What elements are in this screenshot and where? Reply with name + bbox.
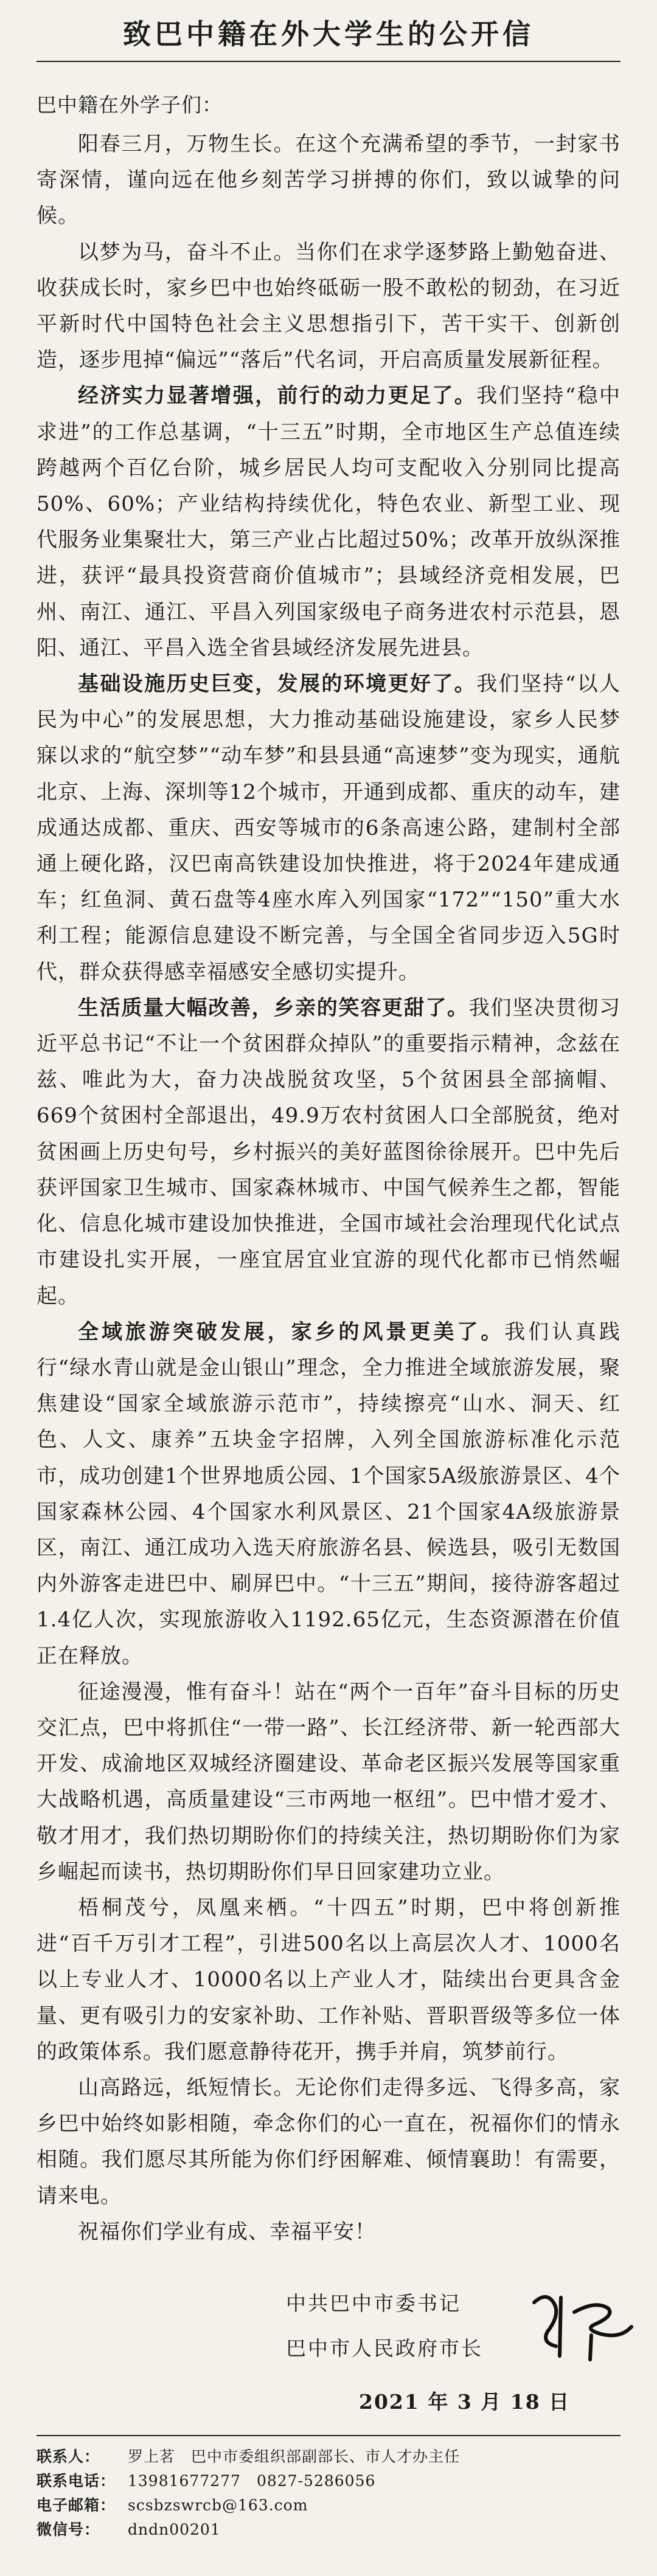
paragraph-lead-heading: 全域旅游突破发展，家乡的风景更美了。 xyxy=(78,1319,505,1344)
contact-wechat-value: dndn00201 xyxy=(128,2520,221,2538)
letter-title: 致巴中籍在外大学生的公开信 xyxy=(123,18,534,50)
paragraph-text: 梧桐茂兮，凤凰来栖。“十四五”时期，巴中将创新推进“百千万引才工程”，引进500名以上高层次人才、1000名以上专业人才、10000名以上产业人才，陆续出台更具含金量、更有吸引力的安家补助、工作补贴、晋职晋级等多位一体的政策体系。我们愿意静待花开，携手并肩，筑梦前行。 xyxy=(36,1895,620,2064)
contact-phone-label: 联系电话： xyxy=(36,2471,116,2490)
contact-phone-row xyxy=(36,2469,620,2493)
contact-email-row xyxy=(36,2493,620,2518)
letter-paragraph xyxy=(36,378,620,666)
paragraph-text: 我们坚持“稳中求进”的工作总基调，“十三五”时期，全市地区生产总值连续跨越两个百亿台阶，城乡居民人均可支配收入分别同比提高50%、60%；产业结构持续优化，特色农业、新型工业、现代服务业集聚壮大，第三产业占比超过50%；改革开放纵深推进，获评“最具投资营商价值城市”；县域经济竞相发展，巴州、南江、通江、平昌入列国家级电子商务进农村示范县，恩阳、通江、平昌入选全省县域经济发展先进县。 xyxy=(36,384,621,660)
letter-body xyxy=(36,126,620,2250)
contact-phone-value: 13981677277 0827-5286056 xyxy=(128,2471,376,2490)
contact-wechat-row xyxy=(36,2518,620,2542)
signature-title-mayor: 巴中市人民政府市长 xyxy=(286,2336,483,2360)
letter-paragraph xyxy=(36,2070,620,2214)
paragraph-lead-heading: 基础设施历史巨变，发展的环境更好了。 xyxy=(78,672,477,697)
paragraph-text: 我们坚决贯彻习近平总书记“不让一个贫困群众掉队”的重要指示精神，念兹在兹、唯此为大，奋力决战脱贫攻坚，5个贫困县全部摘帽、669个贫困村全部退出，49.9万农村贫困人口全部脱贫，绝对贫困画上历史句号，乡村振兴的美好蓝图徐徐展开。巴中先后获评国家卫生城市、国家森林城市、中国气候养生之都，智能化、信息化城市建设加快推进，全国市域社会治理现代化试点市建设扎实开展，一座宜居宜业宜游的现代化都市已悄然崛起。 xyxy=(36,995,620,1308)
paragraph-lead-heading: 经济实力显著增强，前行的动力更足了。 xyxy=(78,384,477,409)
paragraph-text: 祝福你们学业有成、幸福平安！ xyxy=(78,2219,376,2244)
handwritten-signature-icon xyxy=(523,2284,639,2363)
salutation: 巴中籍在外学子们： xyxy=(36,93,223,117)
letter-paragraph xyxy=(36,235,620,379)
letter-paragraph xyxy=(36,990,620,1314)
title-divider xyxy=(36,61,620,62)
paragraph-text: 阳春三月，万物生长。在这个充满希望的季节，一封家书寄深情，谨向远在他乡刻苦学习拼搏的你们，致以诚挚的问候。 xyxy=(36,132,620,229)
contact-block xyxy=(36,2435,620,2542)
contact-wechat-label: 微信号： xyxy=(36,2520,100,2538)
paragraph-text: 我们认真践行“绿水青山就是金山银山”理念，全力推进全域旅游发展，聚焦建设“国家全域旅游示范市”，持续擦亮“山水、洞天、红色、人文、康养”五块金字招牌，入列全国旅游标准化示范市，成功创建1个世界地质公园、1个国家5A级旅游景区、4个国家森林公园、4个国家水利风景区、21个国家4A级旅游景区，南江、通江成功入选天府旅游名县、候选县，吸引无数国内外游客走进巴中、刷屏巴中。“十三五”期间，接待游客超过1.4亿人次，实现旅游收入1192.65亿元，生态资源潜在价值正在释放。 xyxy=(36,1319,621,1668)
letter-paragraph xyxy=(36,1674,620,1890)
contact-person-row xyxy=(36,2445,620,2469)
paragraph-text: 我们坚持“以人民为中心”的发展思想，大力推动基础设施建设，家乡人民梦寐以求的“航空梦”“动车梦”和县县通“高速梦”变为现实，通航北京、上海、深圳等12个城市，开通到成都、重庆的动车，建成通达成都、重庆、西安等城市的6条高速公路，建制村全部通上硬化路，汉巴南高铁建设加快推进，将于2024年建成通车；红鱼洞、黄石盘等4座水库入列国家“172”“150”重大水利工程；能源信息建设不断完善，与全国全省同步迈入5G时代，群众获得感幸福感安全感切实提升。 xyxy=(36,672,621,984)
letter-paragraph xyxy=(36,2214,620,2250)
letter-paragraph xyxy=(36,666,620,990)
signature-title-party-secretary: 中共巴中市委书记 xyxy=(286,2291,461,2315)
paragraph-text: 山高路远，纸短情长。无论你们走得多远、飞得多高，家乡巴中始终如影相随，牵念你们的心一直在，祝福你们的情永相随。我们愿尽其所能为你们纾困解难、倾情襄助！有需要，请来电。 xyxy=(36,2075,620,2208)
signature-block xyxy=(36,2277,620,2435)
paragraph-lead-heading: 生活质量大幅改善，乡亲的笑容更甜了。 xyxy=(78,995,469,1020)
letter-paragraph xyxy=(36,126,620,235)
contact-email-value[interactable]: scsbzswrcb@163.com xyxy=(128,2496,308,2514)
contact-person-label: 联系人： xyxy=(36,2447,100,2465)
paragraph-text: 征途漫漫，惟有奋斗！站在“两个一百年”奋斗目标的历史交汇点，巴中将抓住“一带一路”、长江经济带、新一轮西部大开发、成渝地区双城经济圈建设、革命老区振兴发展等国家重大战略机遇，高质量建设“三市两地一枢纽”。巴中惜才爱才、敬才用才，我们热切期盼你们的持续关注，热切期盼你们为家乡崛起而读书，热切期盼你们早日回家建功立业。 xyxy=(36,1679,620,1884)
contact-email-label: 电子邮箱： xyxy=(36,2496,116,2514)
paragraph-text: 以梦为马，奋斗不止。当你们在求学逐梦路上勤勉奋进、收获成长时，家乡巴中也始终砥砺一股不敢松的韧劲，在习近平新时代中国特色社会主义思想指引下，苦干实干、创新创造，逐步甩掉“偏远”“落后”代名词，开启高质量发展新征程。 xyxy=(36,240,620,373)
contact-person-value: 罗上茗 巴中市委组织部副部长、市人才办主任 xyxy=(128,2447,461,2465)
letter-paragraph xyxy=(36,1314,620,1674)
letter-paragraph xyxy=(36,1890,620,2070)
signature-date: 2021 年 3 月 18 日 xyxy=(359,2389,571,2414)
